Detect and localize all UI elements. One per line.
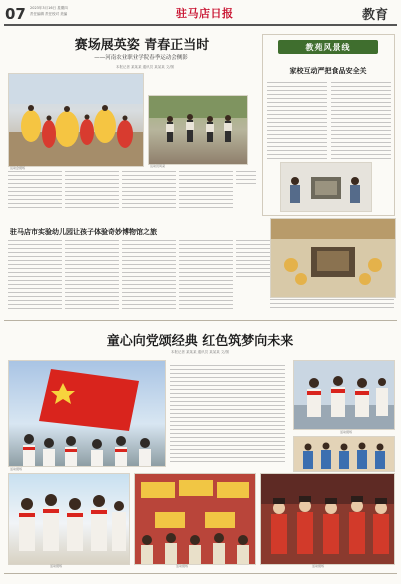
- article1-body-col-4: [179, 171, 233, 211]
- article2-title: 驻马店市实验幼儿园让孩子体验奇妙博物馆之旅: [10, 227, 157, 236]
- footer-rule: [4, 573, 397, 574]
- header-meta-1: 2023年3月16日 星期四: [30, 6, 68, 10]
- sidebar-banner-text: 教苑风景线: [305, 42, 351, 52]
- flag-ceremony-photo: [8, 360, 166, 467]
- article1-body-col-3: [122, 171, 176, 211]
- article1-body-col-2: [65, 171, 119, 211]
- header-rule: [4, 24, 397, 26]
- museum-visit-photo: [270, 218, 396, 298]
- sidebar-body-col-1: [267, 82, 327, 160]
- article2-body-col-4: [179, 240, 233, 310]
- article2-body-col-1: [8, 240, 62, 310]
- photo-6-caption: 活动现场: [176, 564, 189, 568]
- bottom-photo-1: [8, 473, 130, 565]
- photo-3-caption: 活动现场: [10, 467, 23, 471]
- sports-meet-photo-1: [8, 73, 144, 167]
- photo-1-caption: 运动会现场: [10, 166, 26, 170]
- article2-body-col-2: [65, 240, 119, 310]
- article3-title: 童心向党颂经典 红色筑梦向未来: [106, 334, 294, 349]
- article1-body-col-1: [8, 171, 62, 211]
- header-meta-2: 责任编辑 责任校对 美编: [30, 12, 68, 16]
- sidebar-photo: [280, 162, 372, 212]
- sidebar-banner: [278, 40, 378, 54]
- students-photo-right: [293, 360, 395, 430]
- photo-4-caption: 活动现场: [340, 430, 353, 434]
- article1-title: 赛场展英姿 青春正当时: [74, 38, 210, 53]
- sidebar-title: 家校互动严把食品安全关: [289, 66, 367, 75]
- sidebar-body-col-2: [331, 82, 391, 160]
- article2-body-col-3: [122, 240, 176, 310]
- page-number: 07: [5, 5, 26, 23]
- photo-2-caption: 运动员风采: [150, 164, 166, 168]
- photo-7-caption: 活动现场: [312, 564, 325, 568]
- section-divider: [4, 320, 397, 321]
- article3-body-col-1: [170, 365, 285, 465]
- article1-body-col-5: [236, 171, 256, 185]
- article1-subtitle: ——河南农业职业学院春季运动会侧影: [94, 55, 188, 61]
- museum-caption-lines: [270, 299, 394, 309]
- students-photo-middle: [293, 436, 395, 472]
- bottom-photo-2: [134, 473, 256, 565]
- article1-byline: 本报记者 某某某 通讯员 某某某 文/图: [115, 65, 175, 69]
- photo-5-caption: 活动现场: [50, 564, 63, 568]
- bottom-photo-3: [260, 473, 395, 565]
- article3-byline: 本报记者 某某某 通讯员 某某某 文/图: [170, 350, 230, 354]
- sports-meet-photo-2: [148, 95, 248, 165]
- section-label: 教育: [362, 8, 389, 23]
- masthead-logo: 驻马店日报: [176, 7, 234, 20]
